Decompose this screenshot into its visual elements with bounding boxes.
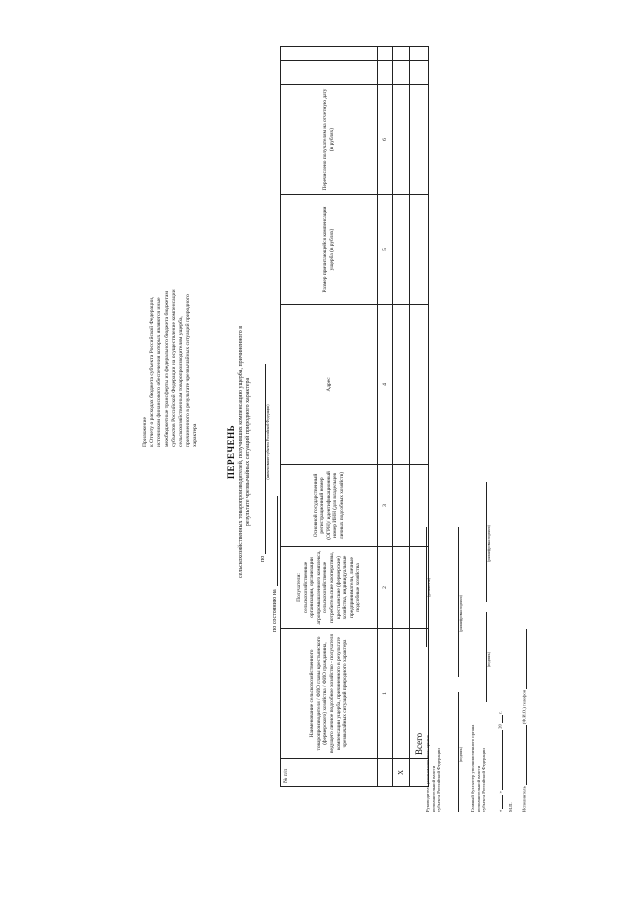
- head-position-field[interactable]: [420, 527, 427, 647]
- month-field[interactable]: [496, 730, 503, 790]
- x-marker: X: [393, 759, 410, 787]
- recipients-table: [280, 46, 429, 787]
- accountant-title-line: субъекта Российской Федерации: [481, 748, 487, 812]
- empty-cell: [378, 759, 393, 787]
- head-signature-block: [425, 735, 442, 812]
- year-field[interactable]: [496, 715, 503, 723]
- column-number: 6: [378, 85, 393, 195]
- accountant-signature-block: [470, 725, 487, 812]
- table-cell[interactable]: [410, 195, 429, 305]
- column-number: 4: [378, 305, 393, 465]
- date-signature-row: [496, 711, 503, 812]
- appendix-line: источником финансового обеспечения которых являются иные: [156, 297, 163, 447]
- header-cell: Перечислено получателям на отчетную дату (в рублях): [281, 85, 378, 195]
- empty-cell: [281, 47, 378, 61]
- column-numbers-row: [378, 47, 393, 787]
- table-cell[interactable]: [393, 85, 410, 195]
- head-signature-field[interactable]: [452, 692, 459, 812]
- executor-row: [520, 629, 527, 812]
- head-title-line: субъекта Российской Федерации: [436, 748, 442, 812]
- position-hint: (должность): [427, 578, 431, 597]
- header-cell: Адрес: [281, 305, 378, 465]
- accountant-signature-field[interactable]: [480, 612, 487, 702]
- stamp-place: М.П.: [508, 802, 513, 812]
- date-field[interactable]: [270, 496, 278, 586]
- header-cell: Размер причитающейся компенсации ущерба (в рублях): [281, 195, 378, 305]
- executor-field[interactable]: [520, 725, 527, 785]
- table-cell[interactable]: [410, 305, 429, 465]
- table-cell[interactable]: [393, 547, 410, 629]
- empty-cell: [281, 61, 378, 85]
- table-cell[interactable]: [393, 61, 410, 85]
- date-quote-open: «: [497, 809, 503, 812]
- head-title-line: Руководитель уполномоченного органа: [425, 735, 430, 812]
- phone-field[interactable]: [520, 629, 527, 689]
- total-row: [410, 47, 429, 787]
- empty-cell: [378, 47, 393, 61]
- appendix-line: сельскохозяйственным товаропроизводителям ущерба,: [178, 316, 185, 447]
- fio-phone-hint: (Ф.И.О.) телефон: [521, 689, 527, 724]
- date-label: по состоянию на: [272, 589, 278, 632]
- document-page: [130, 57, 527, 847]
- accountant-decoding-field[interactable]: [480, 482, 487, 602]
- document-subtitle: [238, 57, 252, 847]
- header-cell: Основной государственный регистрационный номер (ОГРН)/ идентификационный номер ИНН (для владельцев личных подсобных хозяйств): [281, 465, 378, 547]
- column-number: 2: [378, 547, 393, 629]
- appendix-line: причиненного в результате чрезвычайных ситуаций природного: [185, 294, 192, 447]
- appendix-line: субъектов Российской Федерации на осуществление компенсации: [170, 289, 177, 447]
- column-number: 3: [378, 465, 393, 547]
- table-cell[interactable]: [393, 195, 410, 305]
- header-cell: Получатели: сельскохозяйственные организации, организации агропромышленного комплекса, сельскохозяйственные потребительские кооперативы, крестьянские (фермерские) хозяйства, индивидуальные предприниматели, личные подсобные хозяйства: [281, 547, 378, 629]
- header-cell: Наименование сельскохозяйственного товаропроизводителя / ФИО главы крестьянского (фермерского) хозяйства / ФИО гражданина, ведущего личное подсобное хозяйство - получателя компенсации ущерба, причиненного в результате чрезвычайных ситуаций природного характера: [281, 629, 378, 759]
- appendix-line: межбюджетные трансферты из федерального бюджета бюджетам: [163, 291, 170, 447]
- region-row: [258, 364, 266, 562]
- table-row: [393, 47, 410, 787]
- signature-hint: (подпись): [459, 747, 463, 762]
- region-hint: (наименование субъекта Российской Федерации): [266, 404, 270, 480]
- column-number: 1: [378, 629, 393, 759]
- header-row: [281, 47, 378, 787]
- empty-cell: [378, 61, 393, 85]
- table-cell[interactable]: [393, 305, 410, 465]
- year-suffix: г.: [497, 711, 503, 714]
- subtitle-line: сельскохозяйственных товаропроизводителей, получивших компенсацию ущерба, причиненного в: [238, 325, 244, 579]
- day-field[interactable]: [496, 795, 503, 809]
- decoding-hint: (расшифровка подписи): [459, 595, 463, 632]
- total-label: Всего: [410, 629, 429, 759]
- appendix-note: [142, 117, 200, 447]
- table-cell[interactable]: [393, 47, 410, 61]
- executor-label: Исполнитель: [521, 786, 527, 812]
- appendix-line: к Отчету о расходах бюджета субъекта Российской Федерации,: [149, 296, 156, 447]
- header-no: № п/п: [281, 759, 378, 787]
- accountant-title-line: Главный бухгалтер уполномоченного органа: [470, 724, 475, 812]
- year-prefix: 20: [497, 724, 503, 729]
- table-cell[interactable]: [393, 629, 410, 759]
- accountant-title-line: исполнительной власти: [475, 765, 481, 812]
- appendix-line: Приложение: [142, 416, 148, 447]
- column-number: 5: [378, 195, 393, 305]
- region-field[interactable]: [258, 364, 266, 554]
- region-label: по: [260, 555, 266, 562]
- table-cell[interactable]: [393, 465, 410, 547]
- head-title-line: исполнительной власти: [430, 765, 436, 812]
- table-cell[interactable]: [410, 47, 429, 61]
- appendix-line: характера: [192, 423, 199, 447]
- date-quote-close: »: [497, 791, 503, 794]
- table-cell[interactable]: [410, 85, 429, 195]
- document-title: ПЕРЕЧЕНЬ: [226, 424, 236, 480]
- decoding-hint: (расшифровка подписи): [487, 525, 491, 562]
- subtitle-line: результате чрезвычайных ситуаций природного характера: [245, 377, 252, 527]
- head-decoding-field[interactable]: [452, 527, 459, 677]
- table-cell[interactable]: [410, 61, 429, 85]
- signature-hint: (подпись): [487, 652, 491, 667]
- date-row: [270, 496, 278, 632]
